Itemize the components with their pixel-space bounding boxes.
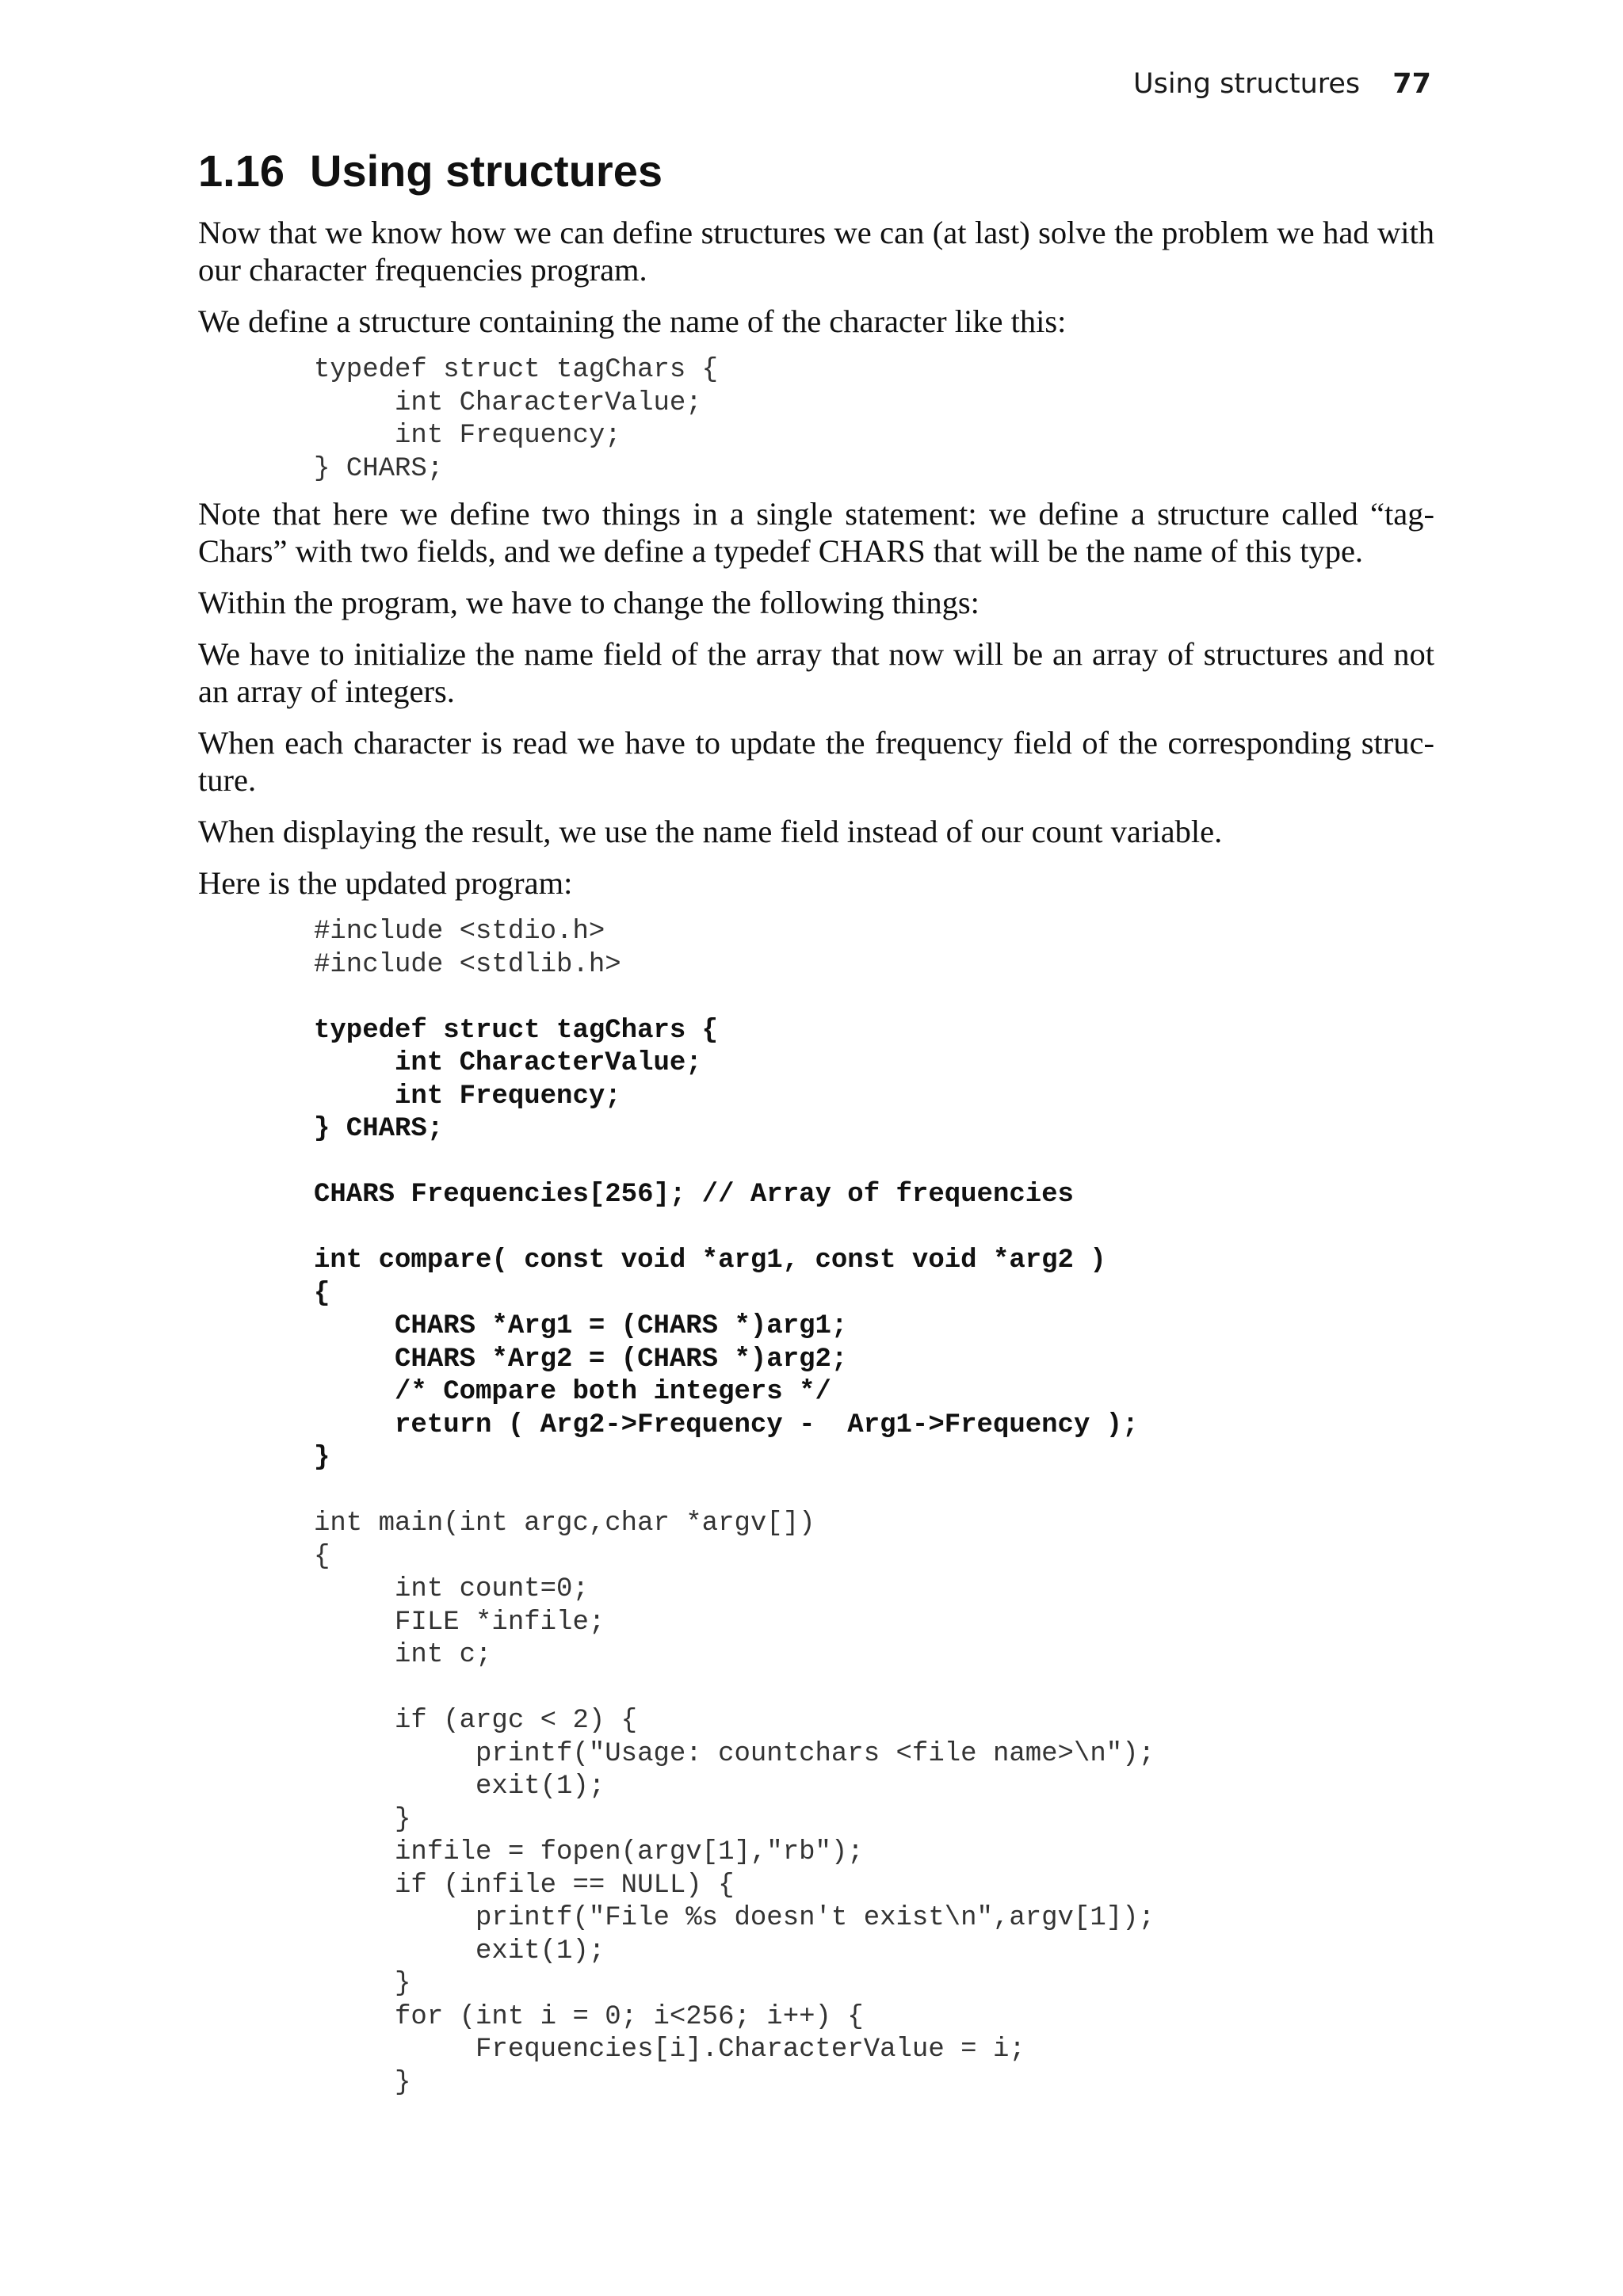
code-line: int count=0; [314, 1574, 589, 1604]
code-line: int c; [314, 1640, 492, 1670]
code-line: } [314, 1804, 411, 1835]
code-line: CHARS Frequencies[256]; // Array of frequencies [314, 1180, 1074, 1210]
code-line: CHARS *Arg2 = (CHARS *)arg2; [314, 1344, 848, 1375]
paragraph: We define a structure containing the name of the character like this: [198, 303, 1067, 339]
paragraph: When each character is read we have to update the frequency field of the corresponding struc-ture. [198, 725, 1434, 798]
intro-paragraphs [198, 214, 1434, 340]
code-line [314, 1475, 1434, 1508]
code-line: exit(1); [314, 1772, 605, 1802]
code-line: /* Compare both integers */ [314, 1377, 831, 1407]
code-line [314, 1212, 1434, 1245]
code-line: } [314, 1969, 411, 1999]
code-line [314, 1672, 1434, 1706]
code-line: FILE *infile; [314, 1607, 605, 1638]
paragraph: Now that we know how we can define structures we can (at last) solve the problem we had with our character frequencies program. [198, 215, 1434, 288]
code-line: exit(1); [314, 1936, 605, 1966]
code-line: typedef struct tagChars { [314, 355, 719, 385]
code-line: #include <stdio.h> [314, 917, 605, 947]
page-content [198, 139, 1434, 2109]
code-line: typedef struct tagChars { [314, 1015, 719, 1046]
code-listing-struct [314, 354, 1434, 486]
code-line: { [314, 1541, 330, 1572]
code-line: #include <stdlib.h> [314, 949, 621, 980]
section-number: 1.16 [198, 146, 285, 196]
section-heading [198, 139, 1434, 203]
page-number: 77 [1392, 68, 1431, 100]
paragraph: Note that here we define two things in a single statement: we define a structure called “tag-Chars” with two fields, and we define a typedef CHARS that will be the name of this type. [198, 496, 1434, 569]
code-line: int Frequency; [314, 421, 621, 451]
paragraph: Within the program, we have to change the following things: [198, 585, 980, 620]
code-line [314, 1146, 1434, 1180]
code-line: CHARS *Arg1 = (CHARS *)arg1; [314, 1311, 848, 1341]
code-line: } [314, 1443, 330, 1473]
section-title: Using structures [310, 146, 663, 196]
running-header-title: Using structures [1132, 68, 1361, 100]
paragraph: We have to initialize the name field of the array that now will be an array of structures and not an array of integers. [198, 636, 1434, 709]
code-line: infile = fopen(argv[1],"rb"); [314, 1837, 864, 1867]
code-line: { [314, 1278, 330, 1309]
paragraph: Here is the updated program: [198, 865, 573, 901]
code-line: int main(int argc,char *argv[]) [314, 1508, 815, 1539]
code-listing-program [314, 916, 1434, 2100]
body-paragraphs [198, 495, 1434, 902]
code-line: } [314, 2067, 411, 2098]
code-line: if (argc < 2) { [314, 1706, 638, 1736]
code-line: int CharacterValue; [314, 1048, 702, 1078]
code-line: } CHARS; [314, 1114, 444, 1144]
code-line: } CHARS; [314, 453, 444, 484]
code-line [314, 982, 1434, 1015]
code-line: Frequencies[i].CharacterValue = i; [314, 2035, 1025, 2065]
code-line: int compare( const void *arg1, const void *arg2 ) [314, 1245, 1106, 1276]
paragraph: When displaying the result, we use the name field instead of our count variable. [198, 814, 1223, 849]
code-line: return ( Arg2->Frequency - Arg1->Frequency ); [314, 1409, 1139, 1440]
running-header [1133, 68, 1431, 100]
code-line: printf("File %s doesn't exist\n",argv[1]); [314, 1903, 1155, 1933]
code-line: int CharacterValue; [314, 387, 702, 418]
code-line: printf("Usage: countchars <file name>\n"); [314, 1738, 1155, 1769]
code-line: int Frequency; [314, 1081, 621, 1112]
code-line: if (infile == NULL) { [314, 1870, 735, 1901]
code-line: for (int i = 0; i<256; i++) { [314, 2001, 864, 2032]
